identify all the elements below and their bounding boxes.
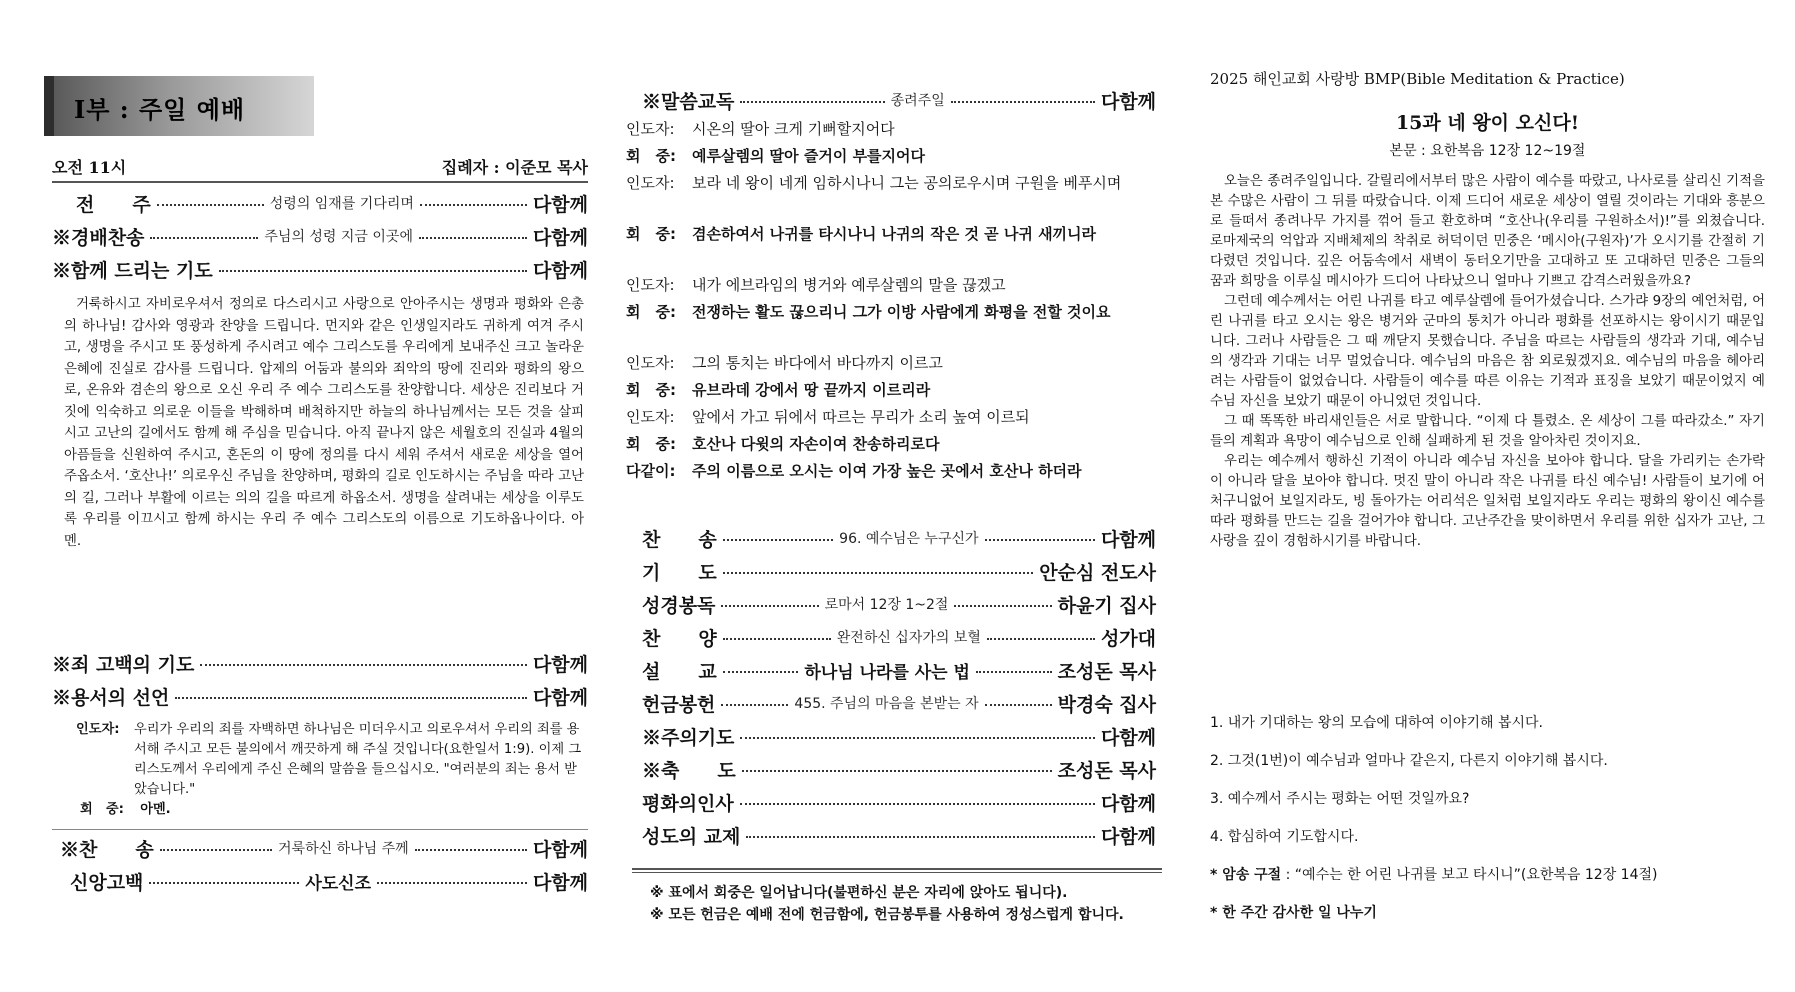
dot-leader — [721, 704, 788, 706]
reading-text: 앞에서 가고 뒤에서 따르는 무리가 소리 높여 이르되 — [692, 408, 1030, 426]
dot-leader — [160, 849, 272, 851]
lesson-title: 15과 네 왕이 오신다! — [1395, 112, 1580, 134]
dot-leader — [723, 671, 799, 673]
lesson-paragraph: 그런데 예수께서는 어린 나귀를 타고 예루살렘에 들어가셨습니다. 스가랴 9장의 예언처럼, 어린 나귀를 타고 오시는 왕은 병거와 군마의 통치가 아니라 평화를 선포하시는 왕이시기 때문입니다. 그러나 사람들은 그 때 깨닫지 못했습니다. 주님을 따르는 사람들의 생각과 기대, 예수님의 생각과 기대는 너무 멀었습니다. 예수님의 마음은 참 외로웠겠지요. 예수님의 마음을 헤아리려는 사람들이 없었습니다. 사람들이 예수를 따른 이유는 기적과 표징을 보았기 때문이었지 예수님 자신을 보았기 때문이 아니었던 것입니다. — [1210, 294, 1765, 409]
order-person: 조성돈 목사 — [1057, 660, 1157, 683]
divider — [632, 872, 1162, 873]
order-item: ※말씀교독 종려주일 다함께 — [642, 90, 1156, 113]
dot-leader — [740, 101, 884, 103]
dot-leader — [377, 882, 527, 884]
dot-leader — [420, 204, 527, 206]
dot-leader — [219, 270, 527, 272]
dot-leader — [985, 539, 1095, 541]
order-label: 헌금봉헌 — [642, 693, 716, 716]
dot-leader — [954, 605, 1051, 607]
reading-speaker: 회 중: — [626, 381, 676, 399]
reading-speaker: 회 중: — [626, 303, 676, 321]
order-person: 조성돈 목사 — [1057, 759, 1156, 782]
reading-text: 그의 통치는 바다에서 바다까지 이르고 — [692, 354, 943, 372]
dot-leader — [985, 704, 1052, 706]
divider — [52, 829, 588, 830]
order-label: 기 도 — [642, 561, 717, 584]
order-label: 성경봉독 — [642, 594, 716, 617]
order-person: 성가대 — [1100, 627, 1157, 650]
reading-speaker: 다같이: — [626, 462, 676, 480]
reading-line — [626, 273, 1156, 297]
order-detail: 96. 예수님은 누구신가 — [839, 531, 979, 547]
dot-leader — [740, 737, 1095, 739]
question: 2. 그것(1번)이 예수님과 얼마나 같은지, 다른지 이야기해 봅시다. — [1210, 753, 1608, 769]
order-item: 신앙고백 사도신조 다함께 — [70, 871, 588, 894]
lesson-paragraph: 우리는 예수께서 행하신 기적이 아니라 예수님 자신을 보아야 합니다. 달을 가리키는 손가락이 아니라 달을 보아야 합니다. 멋진 말이 아니라 작은 나귀를 타신 예수님! 사람들이 보기에 어처구니없어 보일지라도, 빙 돌아가는 어리석은 일처럼 보일지라도 우리는 평화의 왕이신 예수를 따라 평화를 만드는 길을 걸어가야 합니다. 고난주간을 맞이하면서 우리를 위한 십자가 고난, 그 사랑을 깊이 경험하시기를 바랍니다. — [1210, 454, 1765, 549]
reading-line — [626, 222, 1156, 246]
dot-leader — [740, 803, 1095, 805]
order-item — [642, 821, 1156, 849]
order-label: 성도의 교제 — [642, 825, 741, 848]
reading-text: 겸손하여서 나귀를 타시나니 나귀의 작은 것 곧 나귀 새끼니라 — [692, 225, 1097, 243]
section-banner-title: I부 : 주일 예배 — [74, 95, 246, 124]
reading-text: 전쟁하는 활도 끊으리니 그가 이방 사람에게 화평을 전할 것이요 — [692, 303, 1111, 321]
dot-leader — [157, 204, 264, 206]
lesson-paragraph: 오늘은 종려주일입니다. 갈릴리에서부터 많은 사람이 예수를 따랐고, 나사로를 살리신 기적을 본 수많은 사람이 그 뒤를 따랐습니다. 이제 드디어 새로운 세상이 열릴 것이라는 기대와 흥분으로 들떠서 종려나무 가지를 꺾어 들고 환호하며 “호산나(우리를 구원하소서)!”를 외쳤습니다. 로마제국의 억압과 지배체제의 착취로 허덕이던 민중은 ‘메시아(구원자)’가 오시기를 간절히 기다렸던 것입니다. 깊은 어둠속에서 새벽이 동터오기만을 고대하고 또 고대하던 민중은 그들의 꿈과 희망을 이루실 메시아가 드디어 나타났으니 얼마나 기쁘고 감격스러웠을까요? — [1210, 174, 1765, 289]
order-item: ※경배찬송 주님의 성령 지금 이곳에 다함께 — [52, 226, 589, 249]
dot-leader — [149, 882, 299, 884]
note-line: ※ 표에서 회중은 일어납니다(불편하신 분은 자리에 앉아도 됩니다). — [650, 885, 1068, 901]
order-item — [642, 590, 1156, 618]
order-person: 박경숙 집사 — [1057, 693, 1156, 716]
thanks-sharing: * 한 주간 감사한 일 나누기 — [1210, 905, 1377, 921]
order-label: 평화의인사 — [642, 792, 734, 815]
reading-text: 내가 에브라임의 병거와 예루살렘의 말을 끊겠고 — [692, 276, 1006, 294]
reading-speaker: 인도자: — [626, 354, 675, 372]
worship-order-column — [38, 0, 588, 992]
order-label: 찬 송 — [642, 528, 717, 551]
reading-speaker: 인도자: — [626, 408, 675, 426]
dot-leader — [175, 697, 527, 699]
order-person: 다함께 — [1100, 825, 1156, 848]
dot-leader — [742, 770, 1052, 772]
order-item: 전 주 성령의 임재를 기다리며 다함께 — [76, 193, 589, 216]
reading-text: 유브라데 강에서 땅 끝까지 이르리라 — [692, 381, 931, 399]
order-detail: 로마서 12장 1~2절 — [824, 597, 949, 613]
order-item — [642, 689, 1156, 717]
dot-leader — [951, 101, 1095, 103]
reading-line — [626, 405, 1156, 429]
dot-leader — [200, 664, 527, 666]
reading-line — [626, 351, 1156, 375]
divider — [52, 181, 588, 183]
dot-leader — [987, 638, 1095, 640]
service-leader: 집례자 : 이준모 목사 — [441, 158, 588, 177]
order-detail: 455. 주님의 마음을 본받는 자 — [794, 696, 979, 712]
order-item: ※죄 고백의 기도 다함께 — [52, 653, 588, 676]
order-item: ※함께 드리는 기도 다함께 — [52, 259, 588, 282]
order-item — [642, 722, 1156, 750]
service-info-row — [52, 155, 588, 178]
divider — [632, 868, 1162, 870]
reading-speaker: 회 중: — [626, 147, 676, 165]
order-person: 다함께 — [1100, 726, 1156, 749]
question: 3. 예수께서 주시는 평화는 어떤 것일까요? — [1210, 791, 1470, 807]
question: 1. 내가 기대하는 왕의 모습에 대하여 이야기해 봅시다. — [1210, 715, 1543, 731]
reading-line — [626, 432, 1156, 456]
memory-verse-label: * 암송 구절 — [1210, 867, 1282, 883]
lesson-paragraph: 그 때 똑똑한 바리새인들은 서로 말합니다. “이제 다 틀렸소. 온 세상이 그를 따라갔소.” 자기들의 계획과 욕망이 예수님으로 인해 실패하게 된 것을 알아차린 것이지요. — [1210, 414, 1765, 449]
order-person: 다함께 — [1100, 528, 1157, 551]
order-item — [642, 788, 1156, 816]
responsive-reading-column — [622, 0, 1172, 992]
note-line: ※ 모든 헌금은 예배 전에 헌금함에, 헌금봉투를 사용하여 정성스럽게 합니다. — [650, 907, 1124, 923]
dot-leader — [746, 836, 1095, 838]
section-banner — [44, 76, 314, 136]
notes — [650, 882, 1124, 926]
reading-speaker: 인도자: — [626, 120, 675, 138]
order-item: ※찬 송 거룩하신 하나님 주께 다함께 — [60, 838, 588, 861]
order-label: 찬 양 — [642, 627, 717, 650]
order-item — [642, 755, 1156, 783]
scripture-reference: 본문 : 요한복음 12장 12~19절 — [1389, 143, 1586, 159]
reading-text: 시온의 딸아 크게 기뻐할지어다 — [692, 120, 895, 138]
reading-text: 호산나 다윗의 자손이여 찬송하리로다 — [692, 435, 940, 453]
reading-line — [626, 117, 1156, 141]
reading-line — [626, 171, 1156, 195]
dot-leader — [721, 605, 818, 607]
dot-leader — [150, 237, 258, 239]
dot-leader — [723, 572, 1034, 574]
order-item — [642, 557, 1156, 585]
reading-text: 예루살렘의 딸아 즐거이 부를지어다 — [692, 147, 926, 165]
dot-leader — [723, 638, 831, 640]
opening-prayer: 거룩하시고 자비로우셔서 정의로 다스리시고 사랑으로 안아주시는 생명과 평화와 은총의 하나님! 감사와 영광과 찬양을 드립니다. 먼지와 같은 인생일지라도 귀하게 여겨 주시고, 생명을 주시고 또 풍성하게 주시려고 예수 그리스도를 우리에게 보내주신 크고 놀라운 은혜에 진실로 감사를 드립니다. 압제의 어둠과 불의와 죄악의 땅에 진리와 평화의 왕으로, 온유와 겸손의 왕으로 오신 우리 주 예수 그리스도를 찬양합니다. 세상은 진리보다 거짓에 익숙하고 의로운 이들을 박해하며 배척하지만 하늘의 하나님께서는 모든 것을 살피시고 고난의 길에서도 함께 해 주심을 믿습니다. 아직 끝나지 않은 세월호의 진실과 4월의 아픔들을 신원하여 주시고, 혼돈의 이 땅에 정의를 다시 세워 주셔서 새로운 세상을 열어 주옵소서. ‘호산나!’ 의로우신 주님을 찬양하며, 평화의 길로 인도하시는 주님을 따라 고난의 길, 그러나 부활에 이르는 의의 길을 따르게 하옵소서. 생명을 살려내는 세상을 이루도록 우리를 이끄시고 함께 하시는 우리 주 예수 그리스도의 이름으로 기도하옵나이다. 아멘. — [64, 297, 584, 549]
order-item: ※용서의 선언 다함께 — [52, 686, 588, 709]
memory-verse-text: : “예수는 한 어린 나귀를 보고 타시니”(요한복음 12장 14절) — [1285, 867, 1658, 883]
lesson-body — [1210, 172, 1765, 552]
reading-text: 주의 이름으로 오시는 이여 가장 높은 곳에서 호산나 하더라 — [692, 462, 1082, 480]
absolution: 인도자: 우리가 우리의 죄를 자백하면 하나님은 미더우시고 의로우셔서 우리의 죄를 용서해 주시고 모든 불의에서 깨끗하게 해 주실 것입니다(요한일서 1:9). 이제 그리스도께서 우리에게 주신 은혜의 말씀을 들으십시오. "여러분의 죄는 용서 받았습니다." — [76, 722, 582, 797]
service-time: 오전 11시 — [52, 158, 127, 177]
reading-line — [626, 300, 1156, 324]
reading-speaker: 인도자: — [626, 174, 675, 192]
dot-leader — [976, 671, 1052, 673]
memory-verse — [1210, 864, 1657, 884]
order-item — [642, 524, 1156, 552]
order-item — [642, 656, 1156, 684]
order-person: 다함께 — [1100, 792, 1156, 815]
order-label: 설 교 — [642, 660, 717, 683]
reading-speaker: 회 중: — [626, 225, 676, 243]
order-person: 하윤기 집사 — [1057, 594, 1157, 617]
order-detail: 하나님 나라를 사는 법 — [804, 662, 970, 683]
dot-leader — [723, 539, 833, 541]
dot-leader — [419, 237, 527, 239]
study-header: 2025 해인교회 사랑방 BMP(Bible Meditation & Practice) — [1210, 70, 1625, 88]
dot-leader — [415, 849, 527, 851]
reading-line — [626, 459, 1156, 483]
bible-study-column — [1210, 0, 1765, 992]
reading-speaker: 회 중: — [626, 435, 676, 453]
reading-text: 보라 네 왕이 네게 임하시나니 그는 공의로우시며 구원을 베푸시며 — [692, 174, 1122, 192]
question: 4. 합심하여 기도합시다. — [1210, 829, 1359, 845]
reading-line — [626, 378, 1156, 402]
order-label: ※주의기도 — [642, 726, 735, 749]
order-detail: 완전하신 십자가의 보혈 — [836, 630, 981, 646]
reading-line — [626, 144, 1156, 168]
order-person: 안순심 전도사 — [1039, 561, 1156, 584]
order-label: ※축 도 — [642, 759, 736, 782]
reading-speaker: 인도자: — [626, 276, 675, 294]
absolution-response: 회 중: 아멘. — [80, 802, 171, 817]
order-item — [642, 623, 1156, 651]
